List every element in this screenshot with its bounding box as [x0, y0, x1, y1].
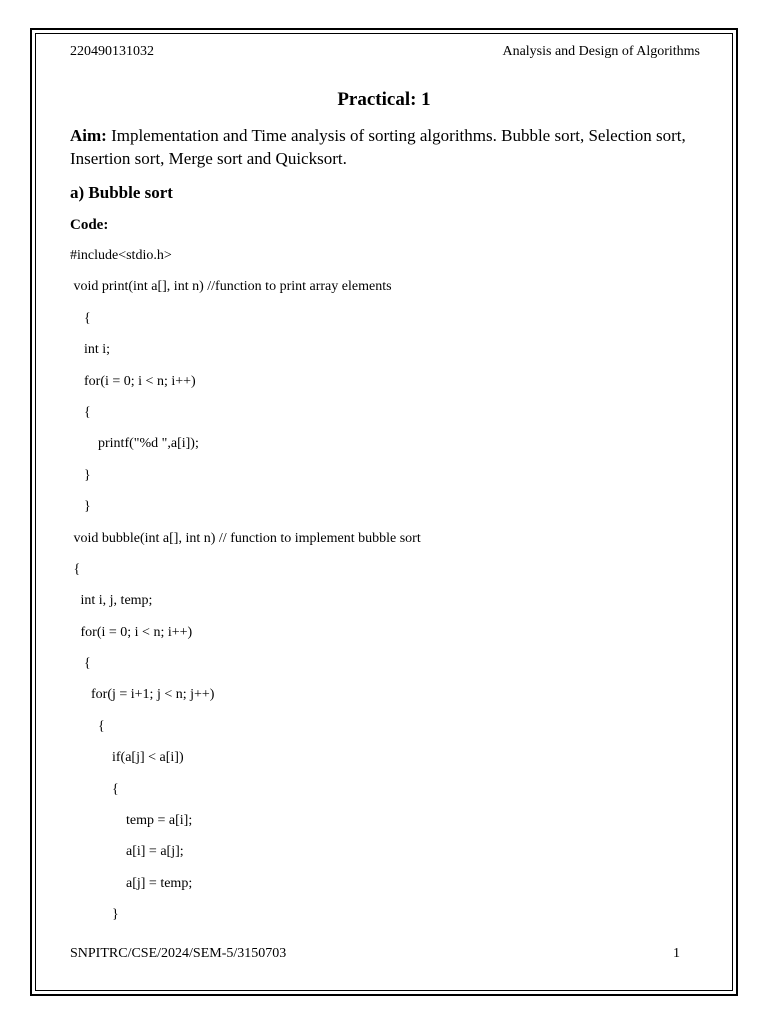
- code-line: a[j] = temp;: [70, 875, 193, 891]
- code-line: int i, j, temp;: [70, 593, 153, 609]
- code-line: {: [70, 718, 105, 734]
- code-line: for(j = i+1; j < n; j++): [70, 687, 215, 703]
- code-line: {: [70, 656, 91, 672]
- code-line: {: [70, 781, 119, 797]
- page-title: Practical: 1: [337, 89, 431, 110]
- code-line: #include<stdio.h>: [70, 248, 172, 263]
- aim-label: Aim:: [70, 126, 107, 145]
- aim-text: Implementation and Time analysis of sorting algorithms. Bubble sort, Selection sort, Insertion sort, Merge sort and Quicksort.: [70, 126, 686, 168]
- code-line: void bubble(int a[], int n) // function to implement bubble sort: [70, 530, 421, 546]
- code-line: }: [70, 907, 119, 923]
- code-line: for(i = 0; i < n; i++): [70, 624, 193, 640]
- section-heading: a) Bubble sort: [70, 183, 173, 202]
- header-enrollment-number: 220490131032: [70, 44, 154, 59]
- code-block: [70, 248, 421, 939]
- footer-page-number: 1: [673, 946, 680, 961]
- code-line: for(i = 0; i < n; i++): [70, 373, 196, 389]
- aim-paragraph: [70, 124, 700, 170]
- code-line: a[i] = a[j];: [70, 844, 184, 860]
- code-line: }: [70, 467, 91, 483]
- code-line: {: [70, 310, 91, 326]
- code-line: if(a[j] < a[i]): [70, 750, 184, 766]
- footer-course-code: SNPITRC/CSE/2024/SEM-5/3150703: [70, 946, 287, 961]
- code-line: void print(int a[], int n) //function to print array elements: [70, 279, 392, 295]
- header-subject-title: Analysis and Design of Algorithms: [502, 44, 700, 59]
- code-line: {: [70, 404, 91, 420]
- code-line: {: [70, 561, 81, 577]
- code-label: Code:: [70, 217, 109, 233]
- code-line: temp = a[i];: [70, 813, 193, 829]
- code-line: printf("%d ",a[i]);: [70, 436, 199, 452]
- code-line: }: [70, 499, 91, 515]
- code-line: int i;: [70, 342, 111, 358]
